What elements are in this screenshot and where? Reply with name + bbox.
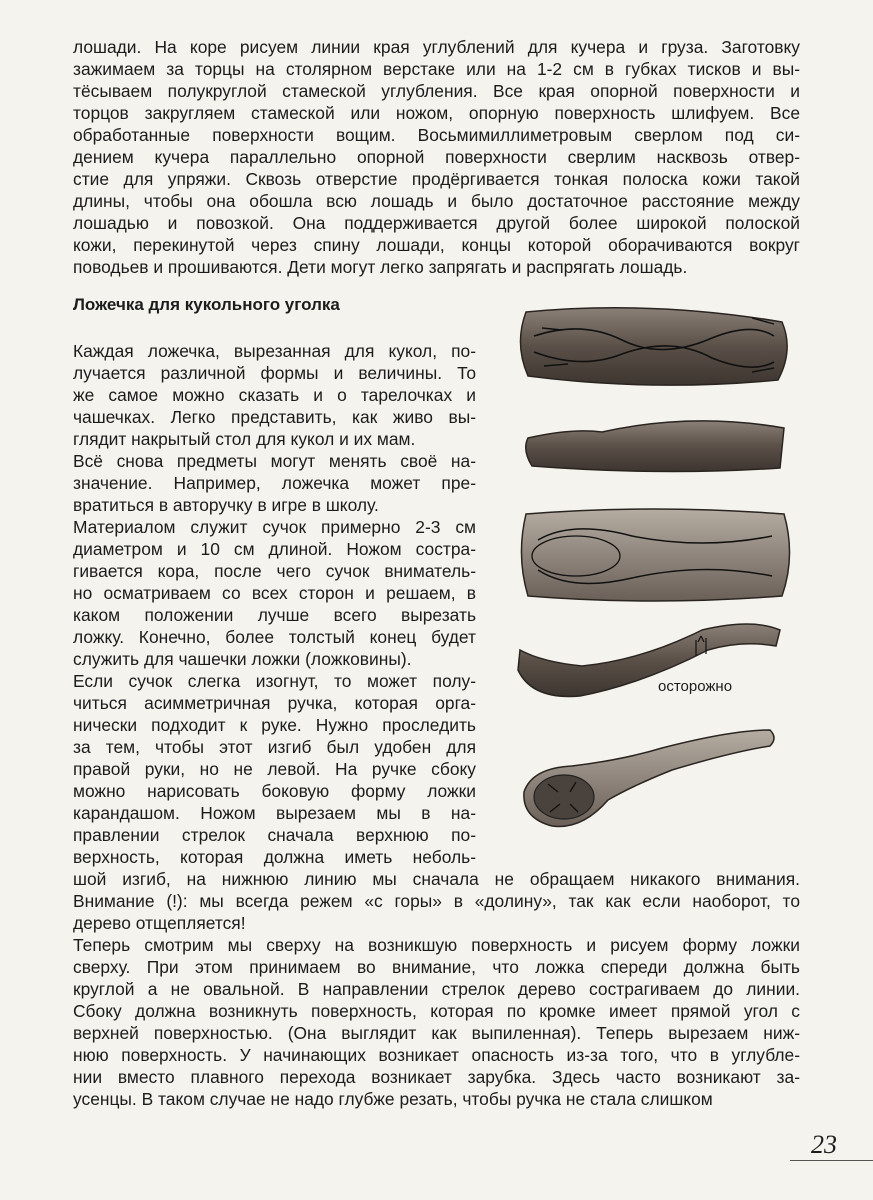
text-line: правой руки, но не левой. На ручке сбоку: [73, 759, 476, 779]
text-line: Внимание (!): мы всегда режем «с горы» в «долину», так как если наоборот, то: [73, 891, 800, 911]
text-line: гивается кора, после чего сучок вниматель-: [73, 561, 476, 581]
step3-top-view: [521, 509, 789, 601]
footer-rule: [790, 1160, 873, 1161]
text-line: зажимаем за торцы на столярном верстаке или на 1-2 см в губках тисков и вы-: [73, 59, 800, 79]
text-line: значение. Например, ложечка может пре-: [73, 473, 476, 493]
text-line: чашечках. Легко представить, как живо вы-: [73, 407, 476, 427]
step1-branch: [520, 308, 787, 385]
text-line: круглой а не овальной. В направлении стрелок дерево сострагиваем до линии.: [73, 979, 800, 999]
step2-profile: [526, 421, 784, 472]
text-line: правлении стрелок сначала верхнюю по-: [73, 825, 476, 845]
text-line: нически подходит к руке. Нужно проследить: [73, 715, 476, 735]
text-line: служить для чашечки ложки (ложковины).: [73, 649, 412, 669]
page-number: 23: [811, 1130, 837, 1159]
text-line: лошади. На коре рисуем линии края углублений для кучера и груза. Заготовку: [73, 37, 800, 57]
text-line: Материалом служит сучок примерно 2-3 см: [73, 517, 476, 537]
text-line: тёсываем полукруглой стамеской углубления. Все края опорной поверхности и: [73, 81, 800, 101]
text-line: нюю поверхность. У начинающих возникает опасность из-за того, что в углубле-: [73, 1045, 800, 1065]
text-line: верхность, которая должна иметь неболь-: [73, 847, 476, 867]
text-line: но осматриваем со всех сторон и решаем, в: [73, 583, 476, 603]
text-line: стие для упряжи. Сквозь отверстие продёргивается тонкая полоска кожи такой: [73, 169, 800, 189]
text-line: шой изгиб, на нижнюю линию мы сначала не обращаем никакого внимания.: [73, 869, 800, 889]
section-heading: Ложечка для кукольного уголка: [73, 295, 340, 314]
text-line: лошадью и повозкой. Она поддерживается другой более широкой полоской: [73, 213, 800, 233]
text-line: можно нарисовать боковую форму ложки: [73, 781, 476, 801]
text-line: сверху. При этом принимаем во внимание, что ложка спереди должна быть: [73, 957, 800, 977]
text-line: Теперь смотрим мы сверху на возникшую поверхность и рисуем форму ложки: [73, 935, 800, 955]
text-line: каком положении лучше всего вырезать: [73, 605, 476, 625]
text-line: нии вместо плавного перехода возникает зарубка. Здесь часто возникают за-: [73, 1067, 800, 1087]
text-line: кожи, перекинутой через спину лошади, концы которой оборачиваются вокруг: [73, 235, 800, 255]
step4-side-spoon: [518, 624, 780, 696]
text-line: за тем, чтобы этот изгиб был удобен для: [73, 737, 476, 757]
text-line: глядит накрытый стол для кукол и их мам.: [73, 429, 416, 449]
text-line: обработанные поверхности вощим. Восьмимиллиметровым сверлом под си-: [73, 125, 800, 145]
step5-finished-spoon: [524, 730, 774, 826]
illustration-caption: осторожно: [658, 678, 733, 695]
spoon-carving-illustration: [512, 300, 802, 860]
text-line: лучается различной формы и величины. То: [73, 363, 476, 383]
text-line: карандашом. Ножом вырезаем мы в на-: [73, 803, 476, 823]
text-line: верхней поверхностью. (Она выглядит как выпиленная). Теперь вырезаем ниж-: [73, 1023, 800, 1043]
text-line: ложку. Конечно, более толстый конец будет: [73, 627, 476, 647]
text-line: Всё снова предметы могут менять своё на-: [73, 451, 476, 471]
text-line: вратиться в авторучку в игре в школу.: [73, 495, 379, 515]
text-line: же самое можно сказать и о тарелочках и: [73, 385, 476, 405]
text-line: Каждая ложечка, вырезанная для кукол, по-: [73, 341, 476, 361]
text-line: дением кучера параллельно опорной поверхности сверлим насквозь отвер-: [73, 147, 800, 167]
text-line: дерево отщепляется!: [73, 913, 246, 933]
text-line: длины, чтобы она обошла всю лошадь и было достаточное расстояние между: [73, 191, 800, 211]
text-line: поводьев и прошиваются. Дети могут легко запрягать и распрягать лошадь.: [73, 257, 688, 277]
text-line: Сбоку должна возникнуть поверхность, которая по кромке имеет прямой угол с: [73, 1001, 800, 1021]
text-line: усенцы. В таком случае не надо глубже резать, чтобы ручка не стала слишком: [73, 1089, 713, 1109]
text-line: Если сучок слегка изогнут, то может полу-: [73, 671, 476, 691]
text-line: торцов закругляем стамеской или ножом, опорную поверхность шлифуем. Все: [73, 103, 800, 123]
text-line: читься асимметричная ручка, которая орга-: [73, 693, 476, 713]
text-line: диаметром и 10 см длиной. Ножом состра-: [73, 539, 476, 559]
